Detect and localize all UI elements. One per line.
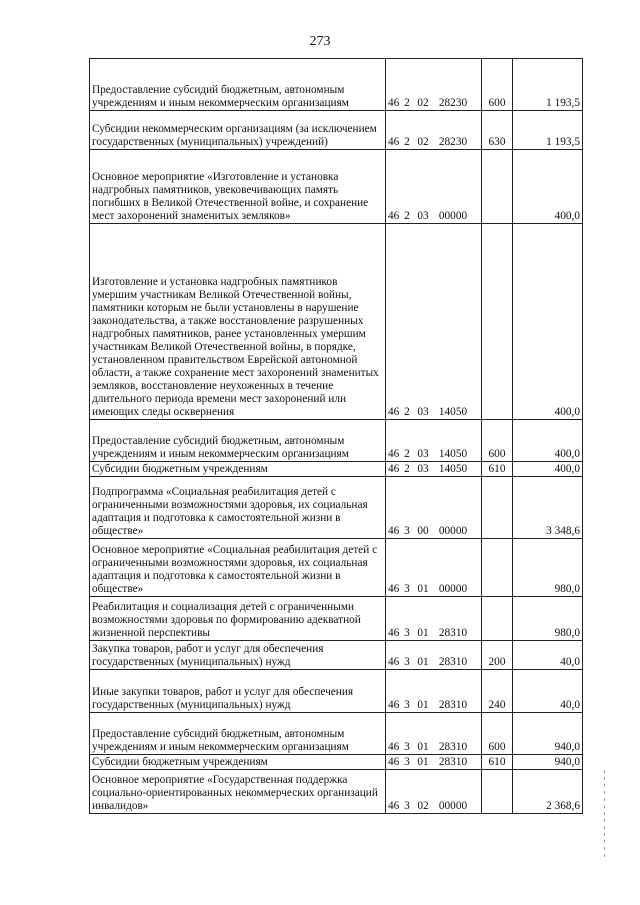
row-amount: 40,0 (513, 641, 583, 670)
row-vr (482, 770, 513, 814)
row-name: Изготовление и установка надгробных памятников умершим участникам Великой Отечественной войны, памятники которым не были установлены в нарушение законодательства, а также восстановление разрушенных надгробных памятников, ранее установленных умершим участникам Великой Отечественной войны, в порядке, установленном правительством Еврейской автономной области, а также сохранение мест захоронений знаменитых земляков, восстановление неухоженных в течение длительного периода времени мест захоронений или имеющих следы осквернения (90, 224, 386, 420)
row-vr (482, 597, 513, 641)
row-vr: 600 (482, 713, 513, 755)
row-code: 46 3 01 28310 (386, 670, 482, 713)
row-vr: 600 (482, 59, 513, 111)
row-code: 46 2 02 28230 (386, 111, 482, 150)
row-amount: 3 348,6 (513, 477, 583, 539)
row-code: 46 3 01 28310 (386, 597, 482, 641)
row-code: 46 2 03 14050 (386, 462, 482, 477)
table-row (90, 713, 583, 755)
table-row (90, 597, 583, 641)
row-code: 46 3 01 28310 (386, 641, 482, 670)
row-code: 46 3 00 00000 (386, 477, 482, 539)
table-row (90, 462, 583, 477)
row-code: 46 3 02 00000 (386, 770, 482, 814)
row-amount: 40,0 (513, 670, 583, 713)
row-amount: 940,0 (513, 713, 583, 755)
row-code: 46 3 01 28310 (386, 713, 482, 755)
table-row (90, 420, 583, 462)
row-name: Основное мероприятие «Социальная реабилитация детей с ограниченными возможностями здоровья, их социальная адаптация и подготовка к самостоятельной жизни в обществе» (90, 539, 386, 597)
row-vr: 200 (482, 641, 513, 670)
row-name: Субсидии некоммерческим организациям (за исключением государственных (муниципальных) учреждений) (90, 111, 386, 150)
row-amount: 1 193,5 (513, 111, 583, 150)
row-amount: 2 368,6 (513, 770, 583, 814)
table-row (90, 150, 583, 224)
table-row (90, 641, 583, 670)
row-name: Основное мероприятие «Государственная поддержка социально-ориентированных некоммерческих организаций инвалидов» (90, 770, 386, 814)
table-row (90, 59, 583, 111)
row-vr: 610 (482, 462, 513, 477)
row-vr: 630 (482, 111, 513, 150)
table-row (90, 670, 583, 713)
row-name: Субсидии бюджетным учреждениям (90, 462, 386, 477)
row-vr (482, 224, 513, 420)
table-row (90, 111, 583, 150)
row-vr: 610 (482, 755, 513, 770)
row-code: 46 2 03 00000 (386, 150, 482, 224)
row-name: Предоставление субсидий бюджетным, автономным учреждениям и иным некоммерческим организациям (90, 420, 386, 462)
row-amount: 400,0 (513, 420, 583, 462)
row-name: Подпрограмма «Социальная реабилитация детей с ограниченными возможностями здоровья, их социальная адаптация и подготовка к самостоятельной жизни в обществе» (90, 477, 386, 539)
row-amount: 980,0 (513, 597, 583, 641)
scan-edge-mark (604, 770, 605, 860)
row-amount: 400,0 (513, 224, 583, 420)
row-name: Основное мероприятие «Изготовление и установка надгробных памятников, увековечивающих память погибших в Великой Отечественной войне, и сохранение мест захоронений знаменитых земляков» (90, 150, 386, 224)
row-name: Предоставление субсидий бюджетным, автономным учреждениям и иным некоммерческим организациям (90, 713, 386, 755)
row-name: Реабилитация и социализация детей с ограниченными возможностями здоровья по формированию адекватной жизненной перспективы (90, 597, 386, 641)
row-name: Закупка товаров, работ и услуг для обеспечения государственных (муниципальных) нужд (90, 641, 386, 670)
table-row (90, 539, 583, 597)
row-amount: 980,0 (513, 539, 583, 597)
table-row (90, 477, 583, 539)
row-code: 46 3 01 00000 (386, 539, 482, 597)
table-row (90, 755, 583, 770)
row-code: 46 2 02 28230 (386, 59, 482, 111)
row-code: 46 2 03 14050 (386, 224, 482, 420)
row-vr (482, 539, 513, 597)
row-amount: 940,0 (513, 755, 583, 770)
page-number: 273 (309, 34, 331, 49)
row-code: 46 2 03 14050 (386, 420, 482, 462)
row-amount: 400,0 (513, 462, 583, 477)
row-code: 46 3 01 28310 (386, 755, 482, 770)
row-name: Иные закупки товаров, работ и услуг для обеспечения государственных (муниципальных) нужд (90, 670, 386, 713)
row-name: Субсидии бюджетным учреждениям (90, 755, 386, 770)
row-vr (482, 477, 513, 539)
row-amount: 400,0 (513, 150, 583, 224)
row-vr: 600 (482, 420, 513, 462)
row-vr: 240 (482, 670, 513, 713)
row-name: Предоставление субсидий бюджетным, автономным учреждениям и иным некоммерческим организациям (90, 59, 386, 111)
table-row (90, 224, 583, 420)
row-amount: 1 193,5 (513, 59, 583, 111)
budget-table-body (90, 59, 583, 814)
budget-table (89, 58, 583, 814)
row-vr (482, 150, 513, 224)
table-row (90, 770, 583, 814)
